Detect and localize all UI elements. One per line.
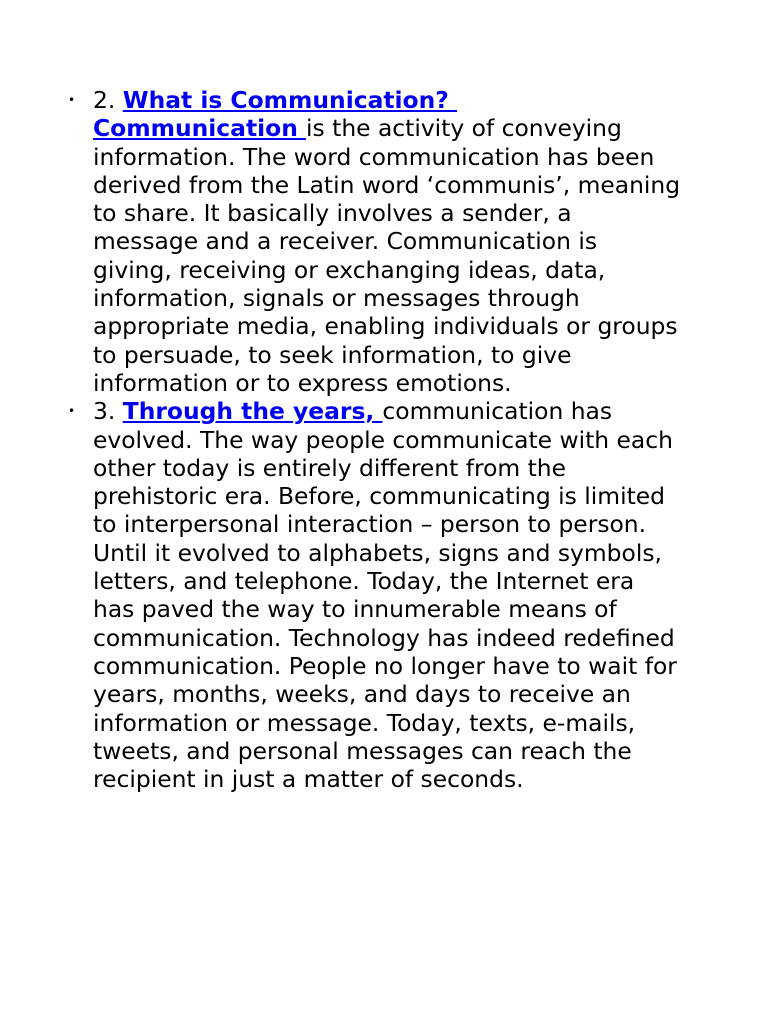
item-number: 3. xyxy=(93,397,123,426)
what-is-communication-link[interactable]: What is Communication? xyxy=(122,86,457,114)
list-item-through-the-years xyxy=(68,397,683,794)
item-body-text: communication has evolved. The way people communicate with each other today is entirely different from the prehistoric era. Before, communicating is limited to interpersonal interaction – person to person. Until it evolved to alphabets, signs and symbols, letters, and telephone. Today, the Internet era has paved the way to innumerable means of communication. Technology has indeed redefined communication. People no longer have to wait for years, months, weeks, and days to receive an information or message. Today, texts, e-mails, tweets, and personal messages can reach the recipient in just a matter of seconds. xyxy=(93,397,677,794)
bullet-icon: • xyxy=(68,404,76,419)
item-number: 2. xyxy=(93,86,123,114)
through-the-years-link[interactable]: Through the years, xyxy=(122,397,383,426)
bullet-icon: • xyxy=(68,93,76,107)
communication-link[interactable]: Communication xyxy=(93,114,307,143)
bullet-list xyxy=(68,86,683,794)
item-body-text: is the activity of conveying information. The word communication has been derived from the Latin word ‘communis’, meaning to share. It basically involves a sender, a message and a receiver. Communication is giving, receiving or exchanging ideas, data, information, signals or messages through appropriate media, enabling individuals or groups to persuade, to seek information, to give information or to express emotions. xyxy=(93,114,681,397)
list-item-communication xyxy=(68,86,683,397)
